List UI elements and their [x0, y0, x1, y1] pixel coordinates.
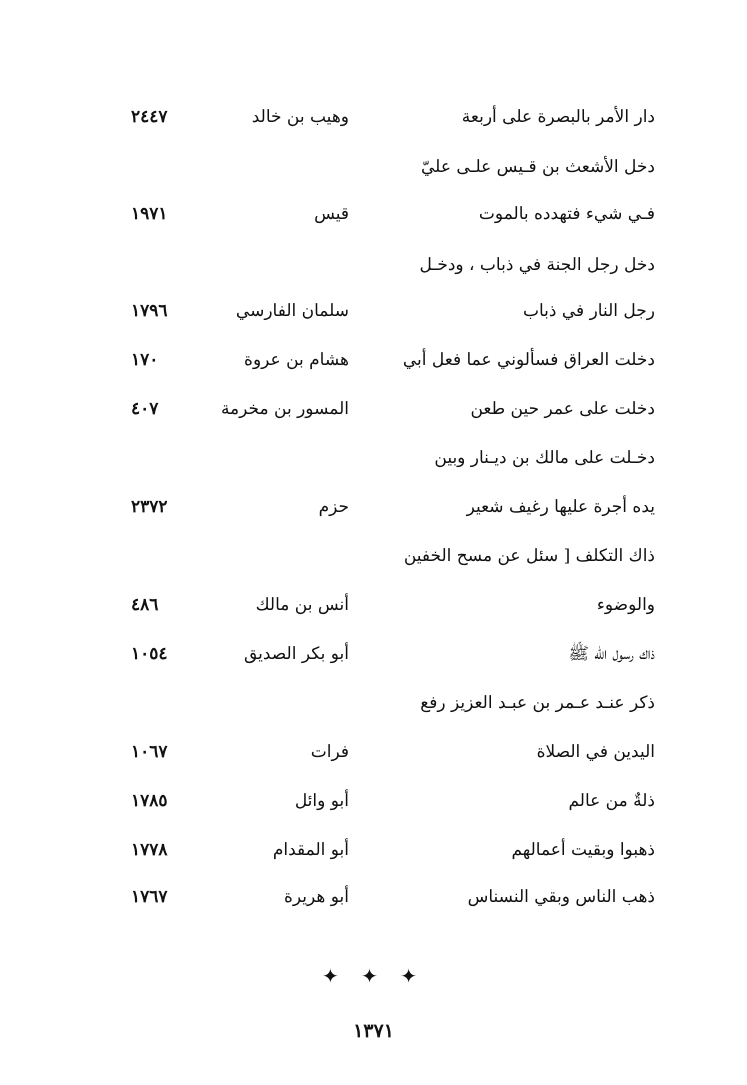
narrator-name: أبو هريرة: [283, 887, 349, 907]
hadith-entry: اليدين في الصلاة: [536, 742, 655, 762]
hadith-entry: ذاك التكلف [ سئل عن مسح الخفين: [403, 546, 655, 566]
index-row: [0, 786, 747, 826]
index-row: [0, 737, 747, 777]
hadith-entry: ذلةٌ من عالم: [568, 791, 655, 811]
index-row: [0, 345, 747, 385]
hadith-number: ١٩٧١: [131, 204, 168, 224]
index-row: [0, 492, 747, 532]
hadith-entry: دخل الأشعث بن قـيس علـى عليّ: [421, 157, 655, 177]
index-row: [0, 102, 747, 142]
narrator-name: وهيب بن خالد: [251, 107, 349, 127]
narrator-name: حزم: [318, 497, 349, 517]
hadith-number: ١٧٦٧: [131, 887, 168, 907]
index-row: [0, 639, 747, 679]
index-row: [0, 296, 747, 336]
hadith-entry: دخلت على عمر حين طعن: [470, 399, 655, 419]
hadith-number: ٢٤٤٧: [131, 107, 168, 127]
narrator-name: أبو وائل: [294, 791, 349, 811]
narrator-name: قيس: [314, 204, 349, 224]
hadith-entry: دخل رجل الجنة في ذباب ، ودخـل: [419, 255, 655, 275]
index-row: [0, 199, 747, 239]
hadith-entry: والوضوء: [596, 595, 655, 615]
hadith-entry: ذهبوا وبقيت أعمالهم: [511, 840, 655, 860]
index-row: [0, 835, 747, 875]
ornament-divider: ✦ ✦ ✦: [322, 964, 425, 988]
hadith-number: ٢٣٧٢: [131, 497, 168, 517]
hadith-entry: فـي شيء فتهدده بالموت: [478, 204, 655, 224]
hadith-number: ٤٠٧: [131, 399, 159, 419]
hadith-number: ١٧٧٨: [131, 840, 168, 860]
hadith-number: ١٧٩٦: [131, 301, 168, 321]
index-row: [0, 152, 747, 192]
index-row: [0, 250, 747, 290]
hadith-entry: دار الأمر بالبصرة على أربعة: [461, 107, 655, 127]
index-row: [0, 688, 747, 728]
hadith-number: ١٧٠: [131, 350, 159, 370]
hadith-entry: ذاك رسول الله ﷺ: [568, 644, 655, 664]
hadith-number: ١٠٥٤: [131, 644, 168, 664]
hadith-number: ٤٨٦: [131, 595, 159, 615]
hadith-entry: ذكر عنـد عـمر بن عبـد العزيز رفع: [420, 693, 655, 713]
hadith-entry: دخـلت على مالك بن ديـنار وبين: [434, 448, 655, 468]
index-row: [0, 541, 747, 581]
index-row: [0, 443, 747, 483]
hadith-entry: يده أجرة عليها رغيف شعير: [466, 497, 655, 517]
hadith-entry: دخلت العراق فسألوني عما فعل أبي: [402, 350, 655, 370]
index-row: [0, 394, 747, 434]
narrator-name: سلمان الفارسي: [235, 301, 349, 321]
hadith-number: ١٧٨٥: [131, 791, 168, 811]
index-row: [0, 590, 747, 630]
narrator-name: هشام بن عروة: [244, 350, 349, 370]
narrator-name: فرات: [310, 742, 349, 762]
narrator-name: أبو المقدام: [272, 840, 349, 860]
hadith-number: ١٠٦٧: [131, 742, 168, 762]
narrator-name: أنس بن مالك: [255, 595, 349, 615]
index-row: [0, 882, 747, 922]
hadith-entry: رجل النار في ذباب: [522, 301, 655, 321]
page-number: ١٣٧١: [353, 1020, 394, 1042]
narrator-name: أبو بكر الصديق: [243, 644, 349, 664]
narrator-name: المسور بن مخرمة: [220, 399, 349, 419]
hadith-entry: ذهب الناس وبقي النسناس: [467, 887, 655, 907]
